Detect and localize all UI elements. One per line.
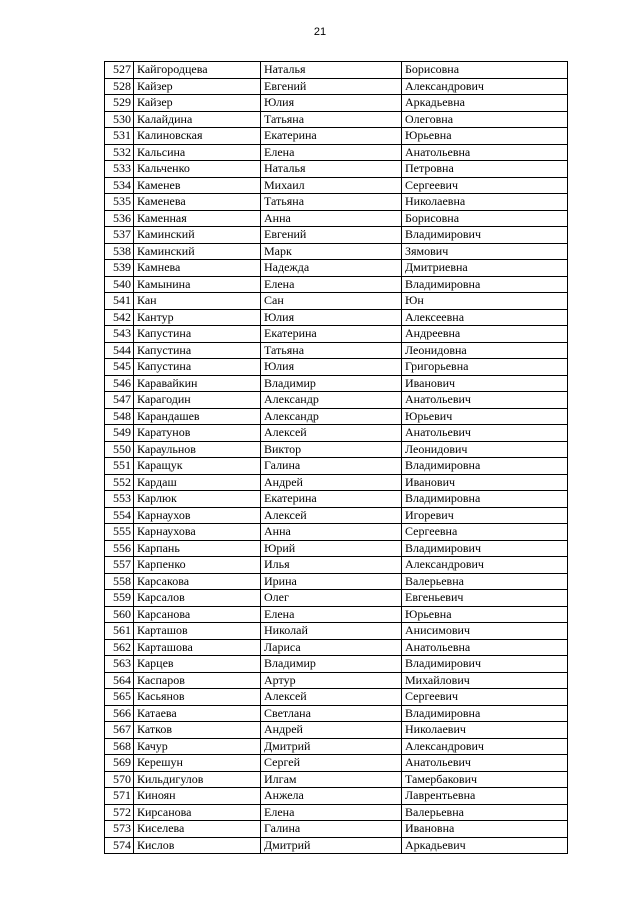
row-number: 556 [105, 540, 134, 557]
surname-cell: Капустина [134, 326, 261, 343]
surname-cell: Каменная [134, 210, 261, 227]
row-number: 539 [105, 260, 134, 277]
name-cell: Елена [261, 804, 402, 821]
surname-cell: Карташова [134, 639, 261, 656]
row-number: 542 [105, 309, 134, 326]
patronymic-cell: Владимировна [402, 276, 568, 293]
patronymic-cell: Зямович [402, 243, 568, 260]
name-cell: Марк [261, 243, 402, 260]
row-number: 565 [105, 689, 134, 706]
name-cell: Юлия [261, 95, 402, 112]
surname-cell: Кантур [134, 309, 261, 326]
name-cell: Дмитрий [261, 738, 402, 755]
table-row [105, 573, 568, 590]
surname-cell: Карпань [134, 540, 261, 557]
surname-cell: Каращук [134, 458, 261, 475]
patronymic-cell: Юрьевна [402, 128, 568, 145]
name-cell: Анна [261, 524, 402, 541]
row-number: 546 [105, 375, 134, 392]
name-cell: Екатерина [261, 128, 402, 145]
name-cell: Татьяна [261, 111, 402, 128]
surname-cell: Каминский [134, 243, 261, 260]
row-number: 567 [105, 722, 134, 739]
patronymic-cell: Валерьевна [402, 804, 568, 821]
patronymic-cell: Аркадьевна [402, 95, 568, 112]
surname-cell: Качур [134, 738, 261, 755]
row-number: 538 [105, 243, 134, 260]
table-row [105, 837, 568, 854]
surname-cell: Катаева [134, 705, 261, 722]
row-number: 548 [105, 408, 134, 425]
surname-cell: Киноян [134, 788, 261, 805]
name-cell: Надежда [261, 260, 402, 277]
surname-cell: Караульнов [134, 441, 261, 458]
name-cell: Галина [261, 821, 402, 838]
row-number: 547 [105, 392, 134, 409]
surname-cell: Кальченко [134, 161, 261, 178]
row-number: 545 [105, 359, 134, 376]
patronymic-cell: Михайлович [402, 672, 568, 689]
row-number: 544 [105, 342, 134, 359]
name-cell: Алексей [261, 689, 402, 706]
name-cell: Елена [261, 606, 402, 623]
surname-cell: Киселева [134, 821, 261, 838]
row-number: 550 [105, 441, 134, 458]
table-row [105, 144, 568, 161]
patronymic-cell: Олеговна [402, 111, 568, 128]
row-number: 574 [105, 837, 134, 854]
name-cell: Наталья [261, 161, 402, 178]
surname-cell: Карнаухова [134, 524, 261, 541]
surname-cell: Карсалов [134, 590, 261, 607]
name-cell: Сан [261, 293, 402, 310]
name-cell: Олег [261, 590, 402, 607]
patronymic-cell: Сергеевич [402, 177, 568, 194]
name-cell: Николай [261, 623, 402, 640]
table-row [105, 590, 568, 607]
patronymic-cell: Владимирович [402, 540, 568, 557]
table-row [105, 161, 568, 178]
surname-cell: Карлюк [134, 491, 261, 508]
name-cell: Екатерина [261, 491, 402, 508]
surname-cell: Калиновская [134, 128, 261, 145]
patronymic-cell: Валерьевна [402, 573, 568, 590]
name-cell: Галина [261, 458, 402, 475]
name-cell: Артур [261, 672, 402, 689]
surname-cell: Кирсанова [134, 804, 261, 821]
table-row [105, 111, 568, 128]
patronymic-cell: Владимировна [402, 458, 568, 475]
table-row [105, 804, 568, 821]
name-cell: Александр [261, 408, 402, 425]
row-number: 553 [105, 491, 134, 508]
table-row [105, 260, 568, 277]
table-row [105, 738, 568, 755]
name-cell: Екатерина [261, 326, 402, 343]
name-cell: Анна [261, 210, 402, 227]
row-number: 568 [105, 738, 134, 755]
name-cell: Илгам [261, 771, 402, 788]
row-number: 549 [105, 425, 134, 442]
surname-cell: Касьянов [134, 689, 261, 706]
patronymic-cell: Николаевич [402, 722, 568, 739]
patronymic-cell: Григорьевна [402, 359, 568, 376]
name-cell: Сергей [261, 755, 402, 772]
table-row [105, 656, 568, 673]
name-cell: Дмитрий [261, 837, 402, 854]
row-number: 540 [105, 276, 134, 293]
surname-cell: Калайдина [134, 111, 261, 128]
surname-cell: Капустина [134, 342, 261, 359]
name-cell: Виктор [261, 441, 402, 458]
surname-cell: Кайзер [134, 95, 261, 112]
surname-cell: Кислов [134, 837, 261, 854]
table-row [105, 375, 568, 392]
patronymic-cell: Аркадьевич [402, 837, 568, 854]
surname-cell: Карташов [134, 623, 261, 640]
table-row [105, 359, 568, 376]
patronymic-cell: Анатольевна [402, 639, 568, 656]
row-number: 564 [105, 672, 134, 689]
patronymic-cell: Юрьевич [402, 408, 568, 425]
table-row [105, 95, 568, 112]
page-number: 21 [313, 26, 327, 38]
row-number: 530 [105, 111, 134, 128]
patronymic-cell: Борисовна [402, 210, 568, 227]
row-number: 569 [105, 755, 134, 772]
patronymic-cell: Юрьевна [402, 606, 568, 623]
table-row [105, 458, 568, 475]
row-number: 535 [105, 194, 134, 211]
surname-cell: Каменев [134, 177, 261, 194]
name-cell: Андрей [261, 722, 402, 739]
row-number: 561 [105, 623, 134, 640]
surname-cell: Капустина [134, 359, 261, 376]
table-row [105, 474, 568, 491]
row-number: 562 [105, 639, 134, 656]
patronymic-cell: Николаевна [402, 194, 568, 211]
patronymic-cell: Лаврентьевна [402, 788, 568, 805]
table-row [105, 243, 568, 260]
patronymic-cell: Иванович [402, 375, 568, 392]
table-row [105, 177, 568, 194]
table-row [105, 491, 568, 508]
table-row [105, 293, 568, 310]
name-cell: Илья [261, 557, 402, 574]
table-row [105, 821, 568, 838]
table-row [105, 689, 568, 706]
surname-cell: Кайзер [134, 78, 261, 95]
patronymic-cell: Иванович [402, 474, 568, 491]
name-cell: Евгений [261, 227, 402, 244]
table-row [105, 623, 568, 640]
patronymic-cell: Алексеевна [402, 309, 568, 326]
table-row [105, 128, 568, 145]
row-number: 529 [105, 95, 134, 112]
surname-cell: Карцев [134, 656, 261, 673]
patronymic-cell: Александрович [402, 738, 568, 755]
name-cell: Юрий [261, 540, 402, 557]
patronymic-cell: Дмитриевна [402, 260, 568, 277]
row-number: 559 [105, 590, 134, 607]
row-number: 537 [105, 227, 134, 244]
surname-cell: Кан [134, 293, 261, 310]
surname-cell: Карсанова [134, 606, 261, 623]
table-row [105, 309, 568, 326]
name-cell: Елена [261, 144, 402, 161]
surname-cell: Катков [134, 722, 261, 739]
name-cell: Евгений [261, 78, 402, 95]
table-row [105, 672, 568, 689]
patronymic-cell: Владимирович [402, 656, 568, 673]
table-row [105, 755, 568, 772]
patronymic-cell: Евгеньевич [402, 590, 568, 607]
row-number: 560 [105, 606, 134, 623]
row-number: 543 [105, 326, 134, 343]
surname-cell: Карнаухов [134, 507, 261, 524]
patronymic-cell: Юн [402, 293, 568, 310]
roster-table [104, 61, 568, 854]
patronymic-cell: Леонидовна [402, 342, 568, 359]
row-number: 554 [105, 507, 134, 524]
row-number: 557 [105, 557, 134, 574]
patronymic-cell: Владимировна [402, 705, 568, 722]
row-number: 571 [105, 788, 134, 805]
patronymic-cell: Борисовна [402, 62, 568, 79]
name-cell: Анжела [261, 788, 402, 805]
name-cell: Владимир [261, 656, 402, 673]
patronymic-cell: Петровна [402, 161, 568, 178]
surname-cell: Каменева [134, 194, 261, 211]
surname-cell: Карпенко [134, 557, 261, 574]
patronymic-cell: Анатольевич [402, 755, 568, 772]
patronymic-cell: Анатольевич [402, 425, 568, 442]
table-row [105, 524, 568, 541]
patronymic-cell: Анисимович [402, 623, 568, 640]
name-cell: Наталья [261, 62, 402, 79]
surname-cell: Карандашев [134, 408, 261, 425]
name-cell: Александр [261, 392, 402, 409]
surname-cell: Карагодин [134, 392, 261, 409]
name-cell: Юлия [261, 309, 402, 326]
surname-cell: Кильдигулов [134, 771, 261, 788]
surname-cell: Карсакова [134, 573, 261, 590]
patronymic-cell: Тамербакович [402, 771, 568, 788]
surname-cell: Кардаш [134, 474, 261, 491]
surname-cell: Камнева [134, 260, 261, 277]
row-number: 552 [105, 474, 134, 491]
patronymic-cell: Владимирович [402, 227, 568, 244]
name-cell: Владимир [261, 375, 402, 392]
table-row [105, 194, 568, 211]
row-number: 570 [105, 771, 134, 788]
row-number: 555 [105, 524, 134, 541]
patronymic-cell: Анатольевна [402, 144, 568, 161]
table-row [105, 342, 568, 359]
name-cell: Татьяна [261, 342, 402, 359]
table-row [105, 408, 568, 425]
name-cell: Лариса [261, 639, 402, 656]
table-row [105, 210, 568, 227]
patronymic-cell: Владимировна [402, 491, 568, 508]
name-cell: Татьяна [261, 194, 402, 211]
row-number: 536 [105, 210, 134, 227]
table-row [105, 62, 568, 79]
patronymic-cell: Сергеевич [402, 689, 568, 706]
table-row [105, 425, 568, 442]
table-row [105, 227, 568, 244]
row-number: 551 [105, 458, 134, 475]
surname-cell: Каратунов [134, 425, 261, 442]
row-number: 527 [105, 62, 134, 79]
table-row [105, 276, 568, 293]
row-number: 572 [105, 804, 134, 821]
table-row [105, 507, 568, 524]
name-cell: Юлия [261, 359, 402, 376]
row-number: 563 [105, 656, 134, 673]
name-cell: Алексей [261, 425, 402, 442]
row-number: 532 [105, 144, 134, 161]
patronymic-cell: Александрович [402, 557, 568, 574]
table-row [105, 326, 568, 343]
surname-cell: Кальсина [134, 144, 261, 161]
table-row [105, 78, 568, 95]
patronymic-cell: Сергеевна [402, 524, 568, 541]
patronymic-cell: Леонидович [402, 441, 568, 458]
name-cell: Андрей [261, 474, 402, 491]
row-number: 533 [105, 161, 134, 178]
surname-cell: Каминский [134, 227, 261, 244]
patronymic-cell: Анатольевич [402, 392, 568, 409]
table-row [105, 392, 568, 409]
patronymic-cell: Игоревич [402, 507, 568, 524]
surname-cell: Каравайкин [134, 375, 261, 392]
table-row [105, 606, 568, 623]
table-row [105, 639, 568, 656]
row-number: 558 [105, 573, 134, 590]
roster-body [105, 62, 568, 854]
table-row [105, 705, 568, 722]
row-number: 541 [105, 293, 134, 310]
table-row [105, 788, 568, 805]
name-cell: Ирина [261, 573, 402, 590]
patronymic-cell: Андреевна [402, 326, 568, 343]
surname-cell: Кайгородцева [134, 62, 261, 79]
table-row [105, 441, 568, 458]
name-cell: Елена [261, 276, 402, 293]
name-cell: Алексей [261, 507, 402, 524]
table-row [105, 540, 568, 557]
patronymic-cell: Ивановна [402, 821, 568, 838]
name-cell: Михаил [261, 177, 402, 194]
table-row [105, 557, 568, 574]
name-cell: Светлана [261, 705, 402, 722]
table-row [105, 771, 568, 788]
row-number: 566 [105, 705, 134, 722]
row-number: 534 [105, 177, 134, 194]
row-number: 573 [105, 821, 134, 838]
surname-cell: Каспаров [134, 672, 261, 689]
table-row [105, 722, 568, 739]
row-number: 531 [105, 128, 134, 145]
patronymic-cell: Александрович [402, 78, 568, 95]
row-number: 528 [105, 78, 134, 95]
surname-cell: Камынина [134, 276, 261, 293]
surname-cell: Керешун [134, 755, 261, 772]
